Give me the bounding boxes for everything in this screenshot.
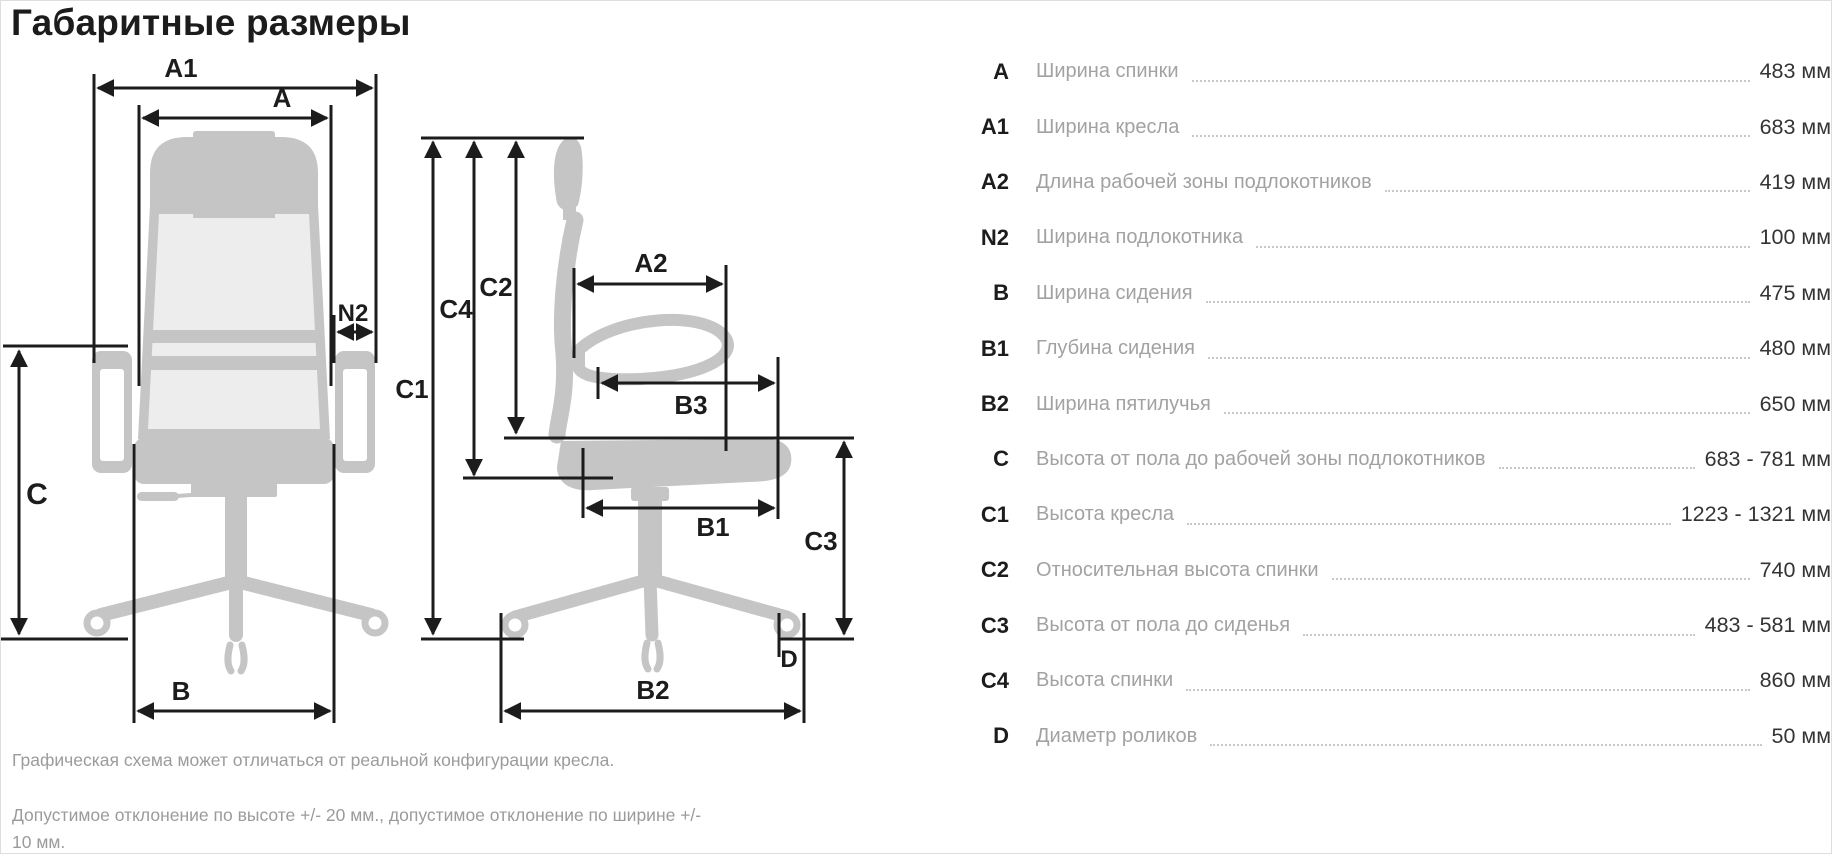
dim-label-b: B xyxy=(171,676,191,706)
table-row xyxy=(941,709,1831,764)
side-view-chair xyxy=(505,137,797,669)
dimensions-table xyxy=(941,44,1831,764)
dim-label-b1: B1 xyxy=(696,512,730,542)
dimension-label: Ширина пятилучья xyxy=(1036,392,1211,415)
dimension-label: Ширина кресла xyxy=(1036,115,1180,138)
dim-label-n2: N2 xyxy=(337,300,369,327)
dimension-label: Ширина подлокотника xyxy=(1036,226,1244,249)
dimension-value: 480 мм xyxy=(1759,336,1831,361)
table-row xyxy=(941,376,1831,431)
table-row xyxy=(941,99,1831,154)
dimension-label: Ширина сидения xyxy=(1036,281,1193,304)
dimension-code: C4 xyxy=(980,667,1009,693)
page-title: Габаритные размеры xyxy=(11,2,411,43)
table-row xyxy=(941,44,1831,99)
dimension-value: 483 мм xyxy=(1759,59,1831,84)
dimension-code: A xyxy=(993,58,1009,84)
dimension-value: 860 мм xyxy=(1759,668,1831,693)
table-row xyxy=(941,210,1831,265)
dotted-leader xyxy=(1206,301,1750,303)
table-row xyxy=(941,653,1831,708)
dimension-value: 1223 - 1321 мм xyxy=(1680,502,1831,527)
dimension-label: Глубина сидения xyxy=(1036,337,1195,360)
dimension-value: 740 мм xyxy=(1759,557,1831,582)
dimension-code: B xyxy=(993,280,1009,306)
dimension-value: 475 мм xyxy=(1759,280,1831,305)
dimension-code: C1 xyxy=(980,501,1009,527)
dim-label-c2: C2 xyxy=(479,272,513,302)
dotted-leader xyxy=(1208,357,1750,359)
dimension-label: Диаметр роликов xyxy=(1036,724,1198,747)
dotted-leader xyxy=(1187,523,1671,525)
table-row xyxy=(941,432,1831,487)
dimension-label: Относительная высота спинки xyxy=(1036,558,1319,581)
dotted-leader xyxy=(1224,412,1750,414)
table-row xyxy=(941,321,1831,376)
dim-c1 xyxy=(395,142,433,634)
dotted-leader xyxy=(1210,744,1761,746)
dim-label-b3: B3 xyxy=(674,390,708,420)
dimension-label: Ширина спинки xyxy=(1036,60,1179,83)
dimension-value: 483 - 581 мм xyxy=(1704,613,1831,638)
dimension-code: C3 xyxy=(980,612,1009,638)
dotted-leader xyxy=(1256,246,1750,248)
dimension-code: D xyxy=(993,723,1009,749)
table-row xyxy=(941,155,1831,210)
front-view-chair xyxy=(87,131,385,671)
dim-label-c4: C4 xyxy=(439,294,473,324)
dimension-code: N2 xyxy=(980,224,1009,250)
dim-label-a1: A1 xyxy=(164,53,198,83)
dotted-leader xyxy=(1499,467,1695,469)
table-row xyxy=(941,543,1831,598)
table-row xyxy=(941,598,1831,653)
dim-label-c1: C1 xyxy=(395,374,429,404)
dim-c2 xyxy=(479,142,516,433)
dimension-value: 100 мм xyxy=(1759,225,1831,250)
dotted-leader xyxy=(1192,135,1749,137)
dotted-leader xyxy=(1303,634,1694,636)
chair-dimension-diagram xyxy=(1,1,901,741)
dimension-value: 419 мм xyxy=(1759,169,1831,194)
dimension-value: 683 мм xyxy=(1759,114,1831,139)
dotted-leader xyxy=(1332,578,1750,580)
dim-label-c3: C3 xyxy=(804,526,838,556)
dimension-value: 50 мм xyxy=(1771,723,1831,748)
dotted-leader xyxy=(1186,689,1749,691)
table-row xyxy=(941,487,1831,542)
dimension-label: Высота спинки xyxy=(1036,669,1174,692)
dim-label-b2: B2 xyxy=(636,675,670,705)
dimension-code: C xyxy=(993,446,1009,472)
note-tolerance: Допустимое отклонение по высоте +/- 20 мм., допустимое отклонение по ширине +/- 10 мм. xyxy=(12,805,702,852)
dim-label-d: D xyxy=(780,646,798,673)
dimension-label: Высота кресла xyxy=(1036,503,1175,526)
dimension-label: Высота от пола до сиденья xyxy=(1036,614,1291,637)
dimension-label: Высота от пола до рабочей зоны подлокотников xyxy=(1036,447,1486,470)
dim-c4 xyxy=(439,142,613,478)
dotted-leader xyxy=(1385,190,1750,192)
dimension-code: A2 xyxy=(980,169,1009,195)
dim-a2 xyxy=(574,248,726,451)
dimension-value: 683 - 781 мм xyxy=(1704,446,1831,471)
note-scheme-disclaimer: Графическая схема может отличаться от реальной конфигурации кресла. xyxy=(12,750,615,770)
dimension-value: 650 мм xyxy=(1759,391,1831,416)
diagram-notes xyxy=(12,747,712,854)
dotted-leader xyxy=(1192,80,1750,82)
table-row xyxy=(941,266,1831,321)
dimension-code: C2 xyxy=(980,557,1009,583)
dimension-code: A1 xyxy=(980,114,1009,140)
dimension-code: B2 xyxy=(980,391,1009,417)
dim-label-a2: A2 xyxy=(634,248,668,278)
dimension-label: Длина рабочей зоны подлокотников xyxy=(1036,170,1372,193)
dim-label-c: C xyxy=(26,478,48,511)
dim-label-a: A xyxy=(272,83,292,113)
dim-c3 xyxy=(804,442,844,634)
dimension-code: B1 xyxy=(980,335,1009,361)
